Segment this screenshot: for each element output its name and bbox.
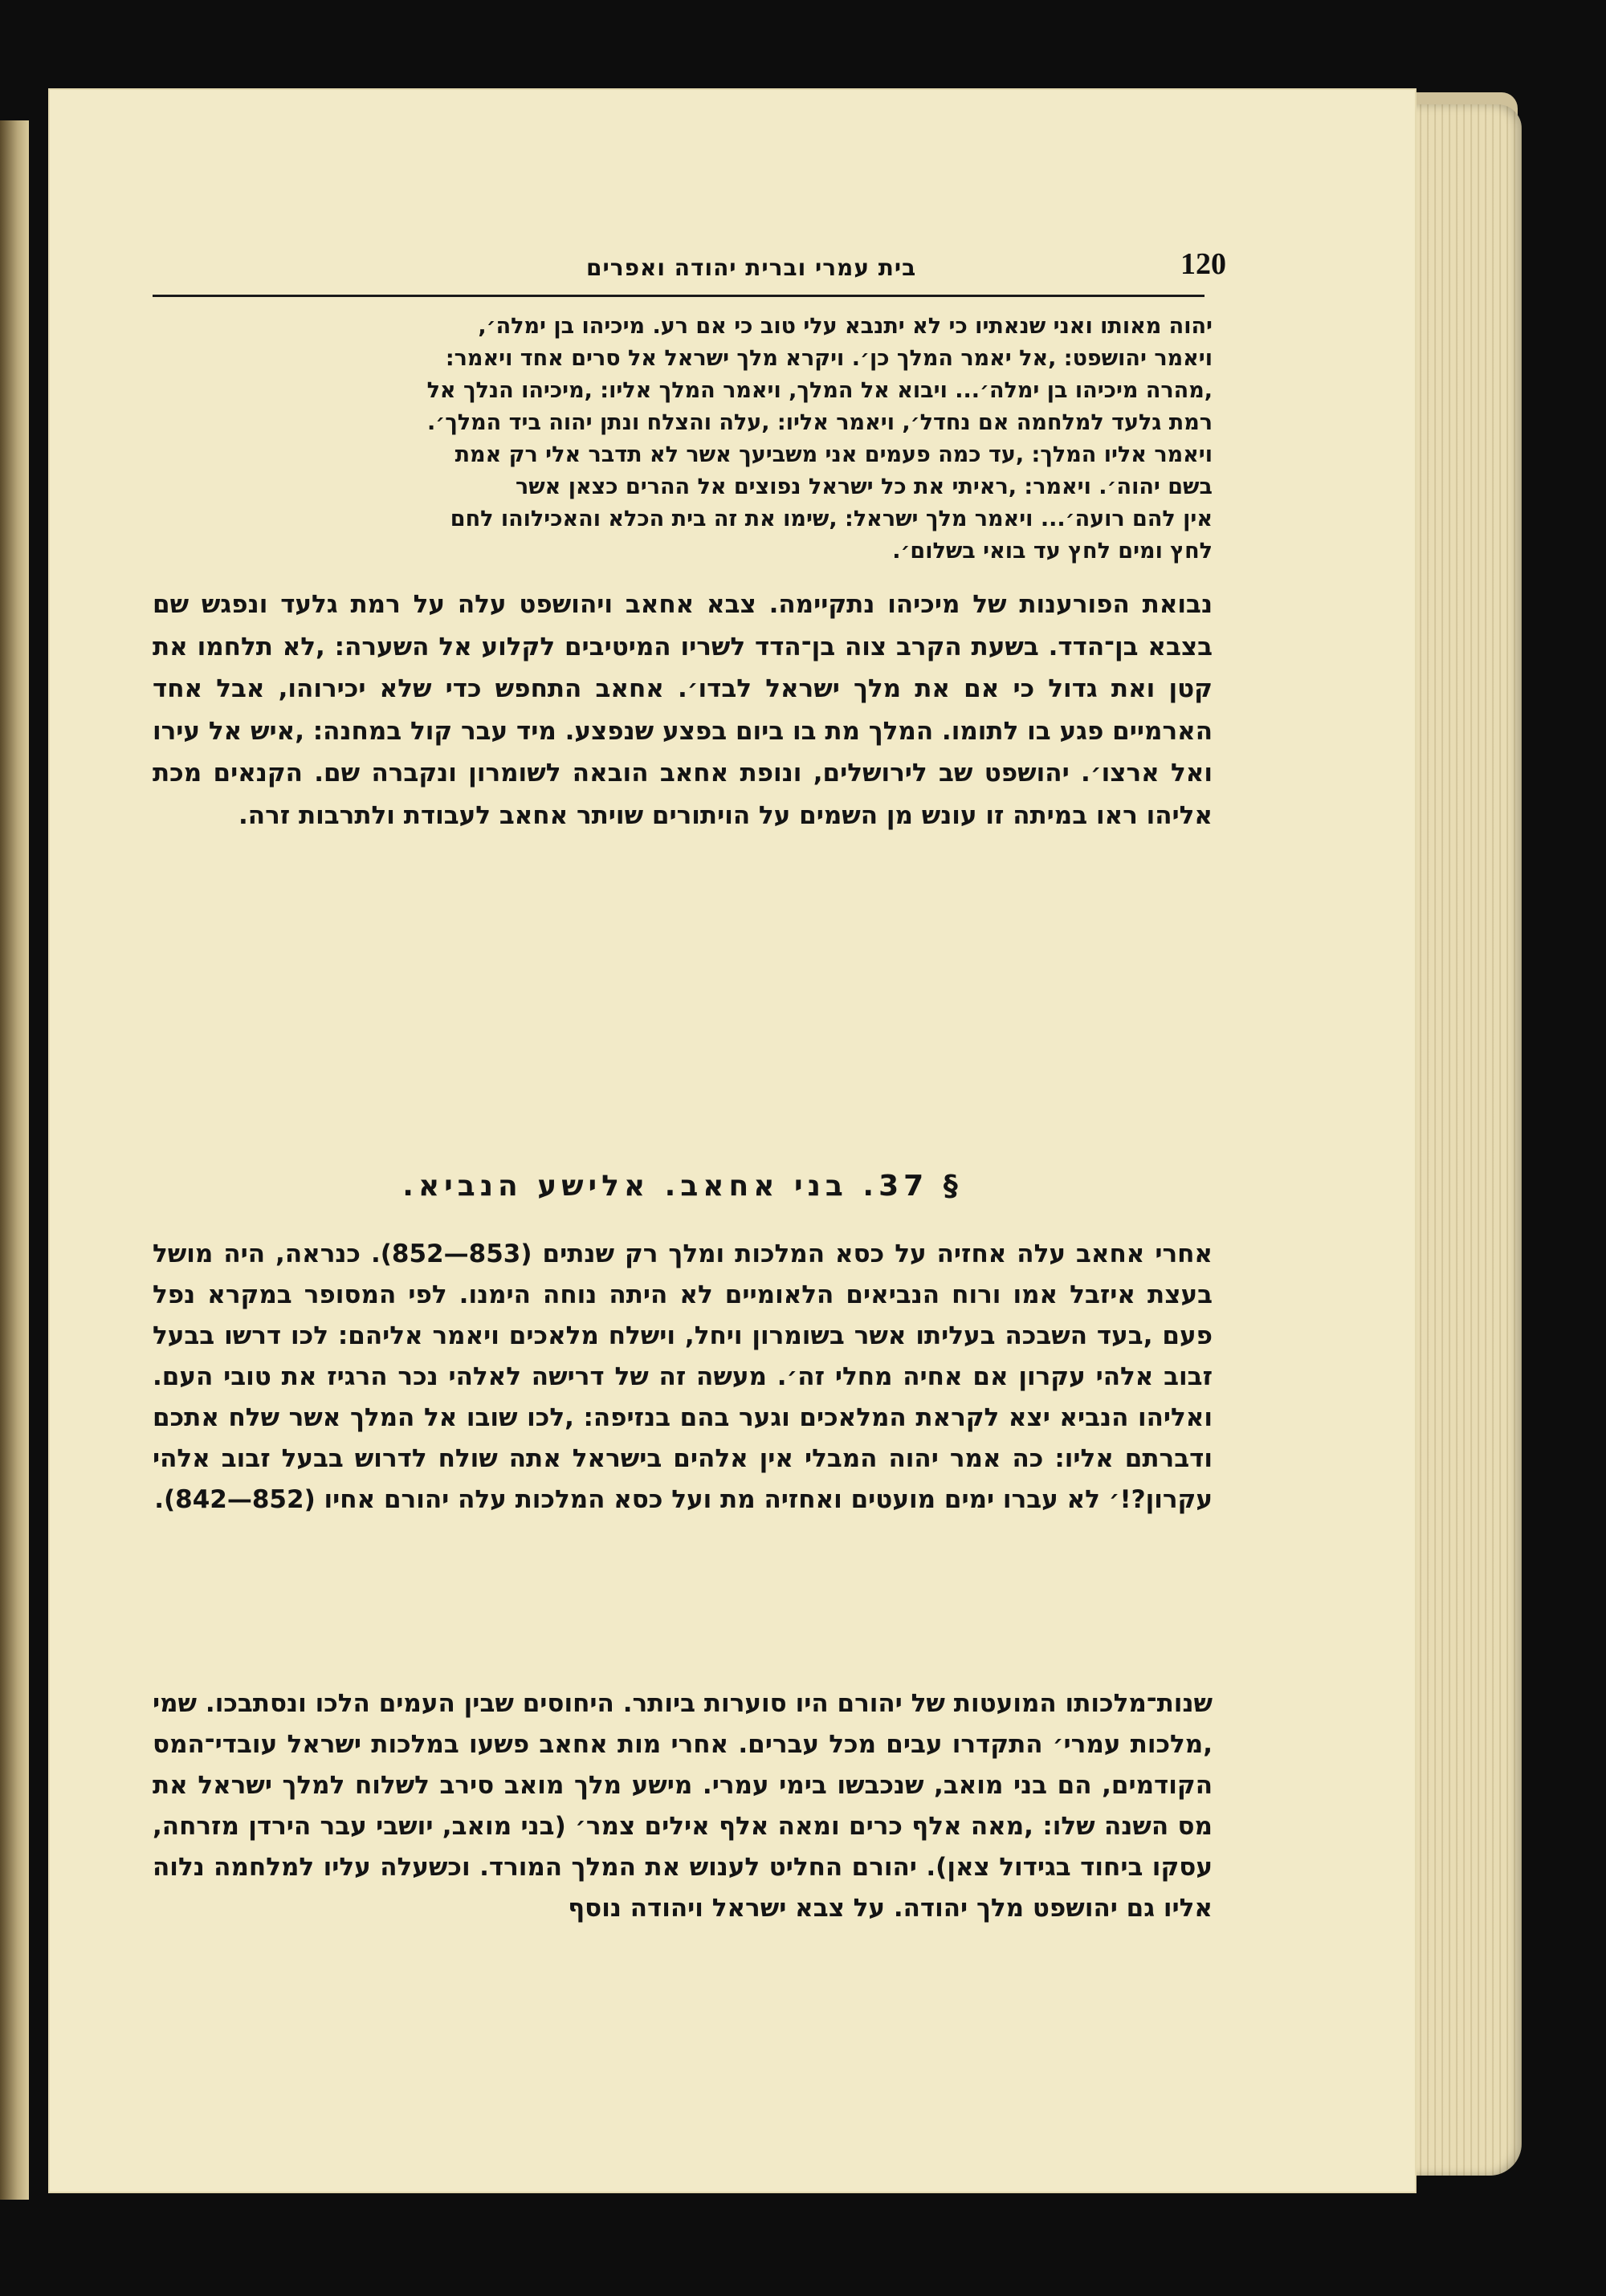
- quote-line: בשם יהוה׳. ויאמר: ,ראיתי את כל ישראל נפוצים אל ההרים כצאן אשר: [515, 474, 1213, 499]
- quote-line: אין להם רועה׳... ויאמר מלך ישראל: ,שימו את זה בית הכלא והאכילוהו לחם: [450, 507, 1213, 531]
- paragraph-ahaziah: [153, 1234, 1213, 1520]
- running-header: [153, 238, 1226, 297]
- page-number: 120: [1180, 247, 1226, 281]
- running-title: בית עמרי וברית יהודה ואפרים: [586, 254, 917, 281]
- quote-line: רמת גלעד למלחמה אם נחדל׳, ויאמר אליו: ,עלה והצלח ונתן יהוה ביד המלך׳.: [426, 410, 1213, 435]
- section-heading: § 37. בני אחאב. אלישע הנביא.: [402, 1170, 963, 1203]
- paragraph-text: אחרי אחאב עלה אחזיה על כסא המלכות ומלך רק שנתים (853—852). כנראה, היה מושל בעצת איזבל אמו ורוח הנביאים הלאומיים לא היתה נוחה הימנו. לפי המסופר במקרא נפל פעם ,בעד השבכה בעליתו אשר בשומרון ויחל, וישלח מלאכים ויאמר אליהם: לכו דרשו בבעל זבוב אלהי עקרון אם אחיה מחלי זה׳. מעשה זה של דרישה לאלהי נכר הרגיז את טובי העם. ואליהו הנביא יצא לקראת המלאכים וגער בהם בנזיפה: ,לכו שובו אל המלך אשר שלח אתכם ודברתם אליו: כה אמר יהוה המבלי אין אלהים בישראל אתה שולח לדרוש בבעל זבוב אלהי עקרון?!׳ לא עברו ימים מועטים ואחזיה מת ועל כסא המלכות עלה יהורם אחיו (852—842).: [153, 1240, 1213, 1514]
- quote-line: ויאמר אליו המלך: ,עד כמה פעמים אני משביעך אשר לא תדבר אלי רק אמת: [454, 442, 1213, 467]
- quote-line: יהוה מאותו ואני שנאתיו כי לא יתנבא עלי טוב כי אם רע. מיכיהו בן ימלה׳,: [478, 314, 1213, 339]
- paragraph-jehoram: [153, 1683, 1213, 1929]
- paragraph-text: שנות־מלכותו המועטות של יהורם היו סוערות ביותר. היחוסים שבין העמים הלכו ונסתבכו. שמי ,מלכות עמרי׳ התקדרו עבים מכל עברים. אחרי מות אחאב פשעו במלכות ישראל עובדי־המס הקודמים, הם בני מואב, שנכבשו בימי עמרי. מישע מלך מואב סירב לשלוח למלך ישראל את מס השנה שלו: ,מאה אלף כרים ומאה אלף אילים צמר׳ (בני מואב, יושבי עבר הירדן מזרחה, עסקו ביחוד בגידול צאן). יהורם החליט לענוש את המלך המורד. וכשעלה עליו למלחמה נלוה אליו גם יהושפט מלך יהודה. על צבא ישראל ויהודה נוסף: [153, 1689, 1213, 1923]
- paragraph-fulfillment: [153, 584, 1213, 837]
- book-page: [50, 90, 1415, 2192]
- quote-line: ויאמר יהושפט: ,אל יאמר המלך כן׳. ויקרא מלך ישראל אל סרים אחד ויאמר:: [445, 346, 1213, 371]
- left-page-edge: [0, 120, 29, 2200]
- quote-block: [153, 311, 1213, 568]
- show-through-text: [1262, 315, 1415, 1439]
- paragraph-text: נבואת הפורענות של מיכיהו נתקיימה. צבא אחאב ויהושפט עלה על רמת גלעד ונפגש שם בצבא בן־הדד. בשעת הקרב צוה בן־הדד לשריו המיטיבים לקלוע אל השערה: ,לא תלחמו את קטן ואת גדול כי אם את מלך ישראל לבדו׳. אחאב התחפש כדי שלא יכירוהו, אבל אחד הארמיים פגע בו לתומו. המלך מת בו ביום בפצע שנפצע. מיד עבר קול במחנה: ,איש אל עירו ואל ארצו׳. יהושפט שב לירושלים, ונופת אחאב הובאה לשומרון ונקברה שם. הקנאים מכת אליהו ראו במיתה זו עונש מן השמים על הויתורים שויתר אחאב לעבודת ולתרבות זרה.: [153, 590, 1213, 830]
- quote-line: ,מהרה מיכיהו בן ימלה׳... ויבוא אל המלך, ויאמר המלך אליו: ,מיכיהו הנלך אל: [426, 378, 1213, 403]
- quote-line: לחץ ומים לחץ עד בואי בשלום׳.: [892, 539, 1213, 564]
